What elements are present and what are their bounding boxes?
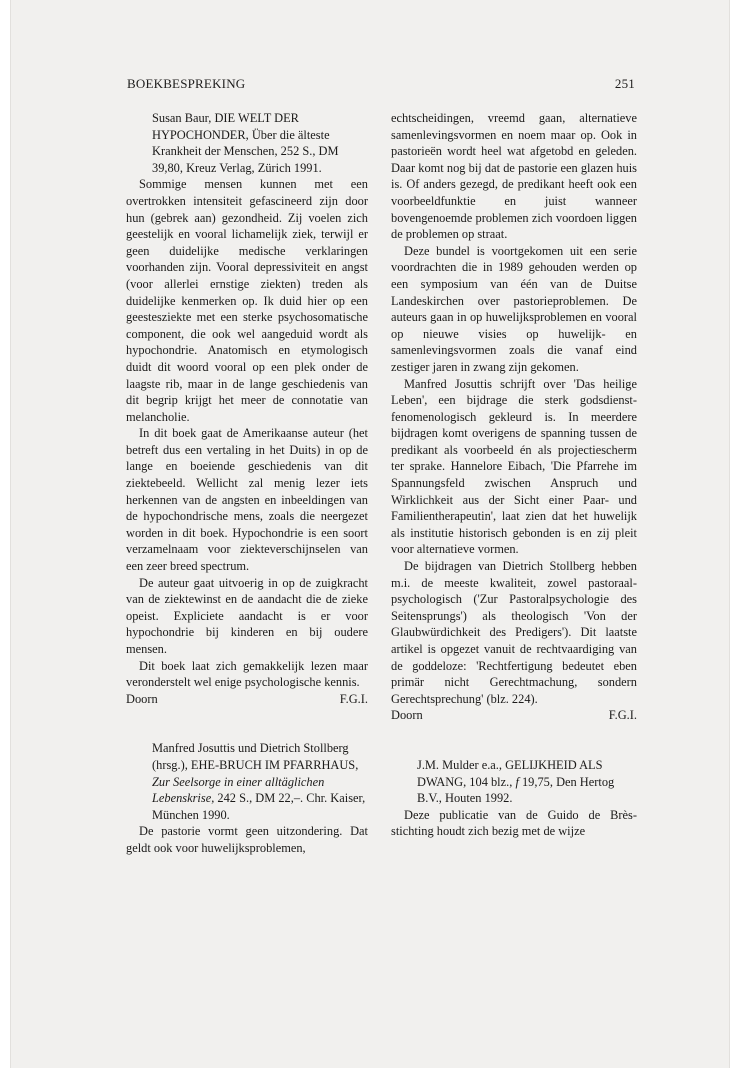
right-column xyxy=(391,110,637,840)
review-paragraph: Deze publicatie van de Guido de Brès-stichting houdt zich bezig met de wijze xyxy=(391,807,637,839)
book-page xyxy=(10,0,730,1068)
running-header: BOEKBESPREKING xyxy=(127,76,246,91)
review-paragraph: In dit boek gaat de Amerikaanse auteur (het betreft dus een vertaling in het Duits) in op de lange en boeiende geschiedenis van dit ziektebeeld. Wellicht zal menig lezer iets herkennen van de angsten en inbeeldingen van de hypochondrische mens, zoals die neergezet worden in dit boek. Hypochondrie is een soort verzamelnaam voor ziekteverschijnselen van een zeer breed spectrum. xyxy=(126,426,368,574)
review-paragraph: Dit boek laat zich gemakkelijk lezen maar veronderstelt wel enige psychologische kennis. xyxy=(126,658,368,690)
review-heading: Manfred Josuttis und Dietrich Stollberg (hrsg.), EHE-BRUCH IM PFARRHAUS, Zur Seelsorge in einer alltäglichen Lebenskrise, 242 S., DM 22,–. Chr. Kaiser, München 1990. xyxy=(152,741,366,822)
review-paragraph: De bijdragen van Dietrich Stollberg hebben m.i. de meeste kwaliteit, zowel pastoraal-psychologisch ('Zur Pastoralpsychologie des Seitensprungs') als theologisch 'Von der Glaubwürdichkeit des Predigers'). Dit laatste artikel is opgezet vanuit de rechtvaardiging van de goddeloze: 'Rechtfertigung bedeutet eben primär nicht Gerechtmachung, sondern Gerechtsprechung' (blz. 224). xyxy=(391,559,637,706)
left-column xyxy=(126,110,368,857)
signature-place: Doorn xyxy=(126,691,158,706)
review-paragraph: Manfred Josuttis schrijft over 'Das heilige Leben', een bijdrage die sterk godsdienst-fenomenologisch gekleurd is. In meerdere bijdragen komt overigens de spanning tussen de predikant als voorbeeld én als projectiescherm ter sprake. Hannelore Eibach, 'Die Pfarrehe im Spannungsfeld zwischen Anspruch und Wirklichkeit aus der Sicht einer Paar- und Familientherapeutin', laat zien dat het huwelijk als institutie historisch gebonden is en zij pleit voor alternatieve vormen. xyxy=(391,376,637,557)
review-paragraph: Sommige mensen kunnen met een overtrokken intensiteit gefascineerd zijn door hun (gebrek aan) gezondheid. Zij voelen zich geestelijk en vooral lichamelijk ziek, terwijl er geen duidelijke medische verklaringen voorhanden zijn. Vooral depressiviteit en angst (voor allerlei ernstige ziekten) treden als duidelijke kenmerken op. Ik duid hier op een geestesziekte met een sterke psychosomatische component, die ook wel aangeduid wordt als hypochondrie. Anatomisch en etymologisch duidt dit woord vooral op een plek onder de laagste rib, maar in de lange geschiedenis van dit begrip krijgt het meer de connotatie van melancholie. xyxy=(126,177,368,424)
review-heading: J.M. Mulder e.a., GELIJKHEID ALS DWANG, 104 blz., f 19,75, Den Hertog B.V., Houten 1992. xyxy=(417,757,615,806)
review-paragraph: Deze bundel is voortgekomen uit een serie voordrachten die in 1989 gehouden werden op een symposium van één van de Duitse Landeskirchen over pastorieproblemen. De auteurs gaan in op huwelijksproblemen en vooral op nieuwe visies op huwelijk- en samenlevingsvormen zoals die vanaf eind zestiger jaren in zwang zijn gekomen. xyxy=(391,243,637,374)
review-heading: Susan Baur, DIE WELT DER HYPOCHONDER, Über die älteste Krankheit der Menschen, 252 S., DM 39,80, Kreuz Verlag, Zürich 1991. xyxy=(152,111,339,175)
review-paragraph: De pastorie vormt geen uitzondering. Dat geldt ook voor huwelijksproblemen, xyxy=(126,824,368,855)
signature-place: Doorn xyxy=(391,708,423,723)
review-paragraph: echtscheidingen, vreemd gaan, alternatieve samenlevingsvormen en noem maar op. Ook in pastorieën wordt heel wat afgetobd en geleden. Daar komt nog bij dat de pastorie een glazen huis is. Of anders gezegd, de predikant heeft ook een voorbeeldfunktie en juist wanneer bovengenoemde problemen zich voordoen liggen de problemen op straat. xyxy=(391,111,637,242)
signature-initials: F.G.I. xyxy=(339,691,368,706)
signature-initials: F.G.I. xyxy=(608,708,637,723)
page-number: 251 xyxy=(614,76,635,91)
review-paragraph: De auteur gaat uitvoerig in op de zuigkracht van de ziektewinst en de aandacht die de zieke opeist. Expliciete aandacht is er voor hypochondrie bij kinderen en bij oudere mensen. xyxy=(126,575,368,656)
review-signature xyxy=(126,691,368,708)
review-signature xyxy=(391,707,637,724)
